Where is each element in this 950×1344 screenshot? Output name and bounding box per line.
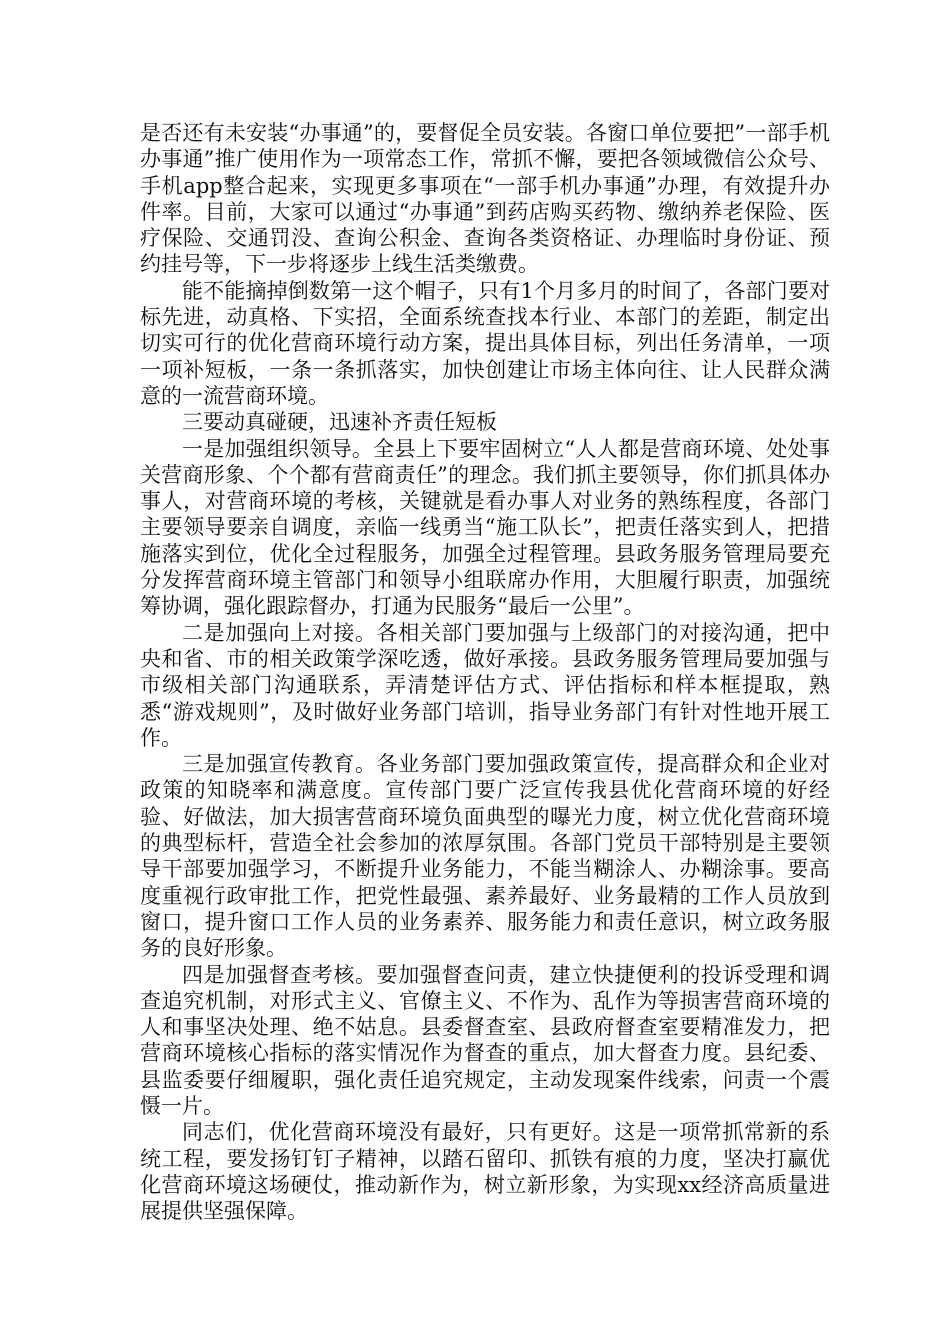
paragraph-conclusion: 同志们，优化营商环境没有最好，只有更好。这是一项常抓常新的系统工程，要发扬钉钉子精神，以踏石留印、抓铁有痕的力度，坚决打赢优化营商环境这场硬仗，推动新作为，树立新形象，为实现xx经济高质量进展提供坚强保障。	[140, 1120, 830, 1224]
paragraph-coordination: 二是加强向上对接。各相关部门要加强与上级部门的对接沟通，把中央和省、市的相关政策学深吃透，做好承接。县政务服务管理局要加强与市级相关部门沟通联系，弄清楚评估方式、评估指标和样本框提取，熟悉“游戏规则”，及时做好业务部门培训，指导业务部门有针对性地开展工作。	[140, 620, 830, 750]
section-heading: 三要动真碰硬，迅速补齐责任短板	[182, 410, 497, 435]
paragraph-publicity: 三是加强宣传教育。各业务部门要加强政策宣传，提高群众和企业对政策的知晓率和满意度。宣传部门要广泛宣传我县优化营商环境的好经验、好做法，加大损害营商环境负面典型的曝光力度，树立优化营商环境的典型标杆，营造全社会参加的浓厚氛围。各部门党员干部特别是主要领导干部要加强学习，不断提升业务能力，不能当糊涂人、办糊涂事。要高度重视行政审批工作，把党性最强、素养最好、业务最精的工作人员放到窗口，提升窗口工作人员的业务素养、服务能力和责任意识，树立政务服务的良好形象。	[140, 752, 830, 961]
document-body	[140, 120, 830, 1224]
paragraph-1: 是否还有未安装“办事通”的，要督促全员安装。各窗口单位要把”一部手机办事通”推广使用作为一项常态工作，常抓不懈，要把各领域微信公众号、手机app整合起来，实现更多事项在“一部手机办事通”办理，有效提升办件率。目前，大家可以通过“办事通”到药店购买药物、缴纳养老保险、医疗保险、交通罚没、查询公积金、查询各类资格证、办理临时身份证、预约挂号等，下一步将逐步上线生活类缴费。	[140, 121, 830, 277]
paragraph-organization: 一是加强组织领导。全县上下要牢固树立“人人都是营商环境、处处事关营商形象、个个都有营商责任”的理念。我们抓主要领导，你们抓具体办事人，对营商环境的考核，关键就是看办事人对业务的熟练程度，各部门主要领导要亲自调度，亲临一线勇当“施工队长”，把责任落实到人，把措施落实到位，优化全过程服务，加强全过程管理。县政务服务管理局要充分发挥营商环境主管部门和领导小组联席办作用，大胆履行职责，加强统筹协调，强化跟踪督办，打通为民服务“最后一公里”。	[140, 436, 830, 619]
paragraph-supervision: 四是加强督查考核。要加强督查问责，建立快捷便利的投诉受理和调查追究机制，对形式主义、官僚主义、不作为、乱作为等损害营商环境的人和事坚决处理、绝不姑息。县委督查室、县政府督查室要精准发力，把营商环境核心指标的落实情况作为督查的重点，加大督查力度。县纪委、县监委要仔细履职，强化责任追究规定，主动发现案件线索，问责一个震慑一片。	[140, 962, 830, 1118]
paragraph-2: 能不能摘掉倒数第一这个帽子，只有1个月多月的时间了，各部门要对标先进，动真格、下实招，全面系统查找本行业、本部门的差距，制定出切实可行的优化营商环境行动方案，提出具体目标，列出任务清单，一项一项补短板，一条一条抓落实，加快创建让市场主体向往、让人民群众满意的一流营商环境。	[140, 278, 830, 408]
